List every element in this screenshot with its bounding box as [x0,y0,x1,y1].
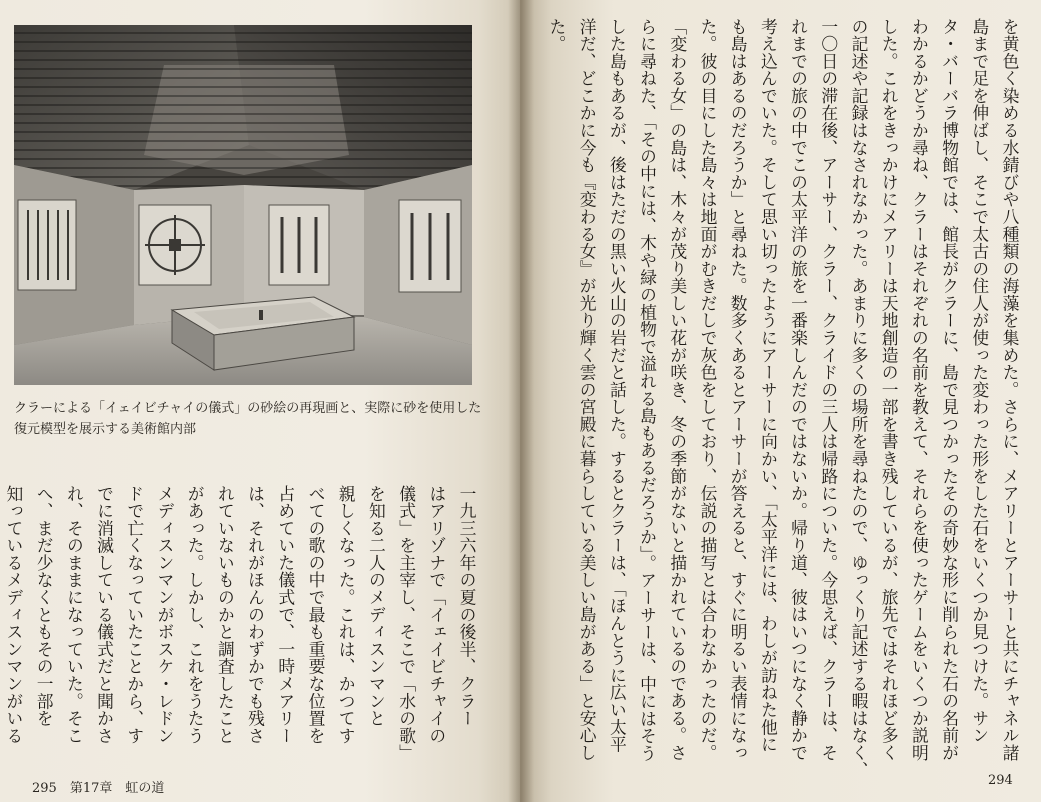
text-line: 洋だ、どこかに今も『変わる女』が光り輝く雲の宮殿に暮らしている美しい島がある」と安心し [577,18,598,762]
text-line: 考え込んでいた。そして思い切ったようにアーサーに向かい、「太平洋には、わしが訪ねた他に [758,18,779,754]
book-gutter-shadow [508,0,534,802]
text-line: 儀式」を主宰し、そこで「水の歌」 [396,485,417,762]
text-line: した島もあるが、後はただの黒い火山の岩だと話した。するとクラーは、「ほんとうに広い太平 [607,18,628,754]
text-line: ドで亡くなっていたことから、す [124,485,145,745]
text-line: 占めていた儀式で、一時メアリー [275,485,296,745]
photo-caption: クラーによる「イェイビチャイの儀式」の砂絵の再現画と、実際に砂を使用した復元模型を展示する美術館内部 [14,401,482,437]
museum-sand-painting-photo [14,25,472,385]
text-line: た。 [546,18,567,53]
text-line: れていないものかと調査したこと [215,485,236,745]
right-page [520,0,1041,802]
text-line: タ・バーバラ博物館では、館長がクラーに、島で見つかったその奇妙な形に削られた石の名前が [939,18,960,762]
text-line: べての歌の中で最も重要な位置を [305,485,326,745]
text-line: を知る二人のメディスンマンと [366,485,387,728]
text-line: はアリゾナで「イェイビチャイの [426,485,447,745]
text-line: 島まで足を伸ばし、そこで太古の住人が使った変わった形をした石をいくつか見つけた。サン [969,18,990,745]
text-line: 親しくなった。これは、かつてす [336,485,357,745]
left-body-text [3,485,482,770]
text-line: でに消滅している儀式だと聞かさ [94,485,115,745]
text-line: れ、そのままになっていた。そこ [64,485,85,745]
text-line: 「変わる女」の島は、木々が茂り美しい花が咲き、冬の季節がないと描かれているのである。さ [667,18,688,762]
right-body-text [546,18,1025,779]
text-line: があった。しかし、これをうたう [185,485,206,745]
text-line: メディスンマンがボスケ・レドン [154,485,175,745]
text-line: を黄色く染める水錆びや八種類の海藻を集めた。さらに、メアリーとアーサーと共にチャネル諸 [1000,18,1020,762]
text-line: の記述や記録はなされなかった。あまりに多くの場所を尋ねたので、ゆっくり記述する暇はなく、 [848,18,869,779]
left-page [0,0,520,802]
text-line: わかるかどうか尋ね、クラーはそれぞれの名前を教えて、それらを使ったゲームをいくつか説明 [909,18,930,762]
text-line: 一〇日の滞在後、アーサー、クラー、クライドの三人は帰路についた。今思えば、クラーは、そ [818,18,839,762]
text-line: らに尋ねた、「その中には、木や緑の植物で溢れる島もあるだろうか」。アーサーは、中にはそう [637,18,658,762]
photo-illustration [14,25,472,385]
text-line: た。彼の目にした島々は地面がむきだしで灰色をしており、伝説の描写とは合わなかったのだ。 [697,18,718,762]
page-folio-right: 294 [988,773,1013,788]
text-line: 知っているメディスンマンがいる [3,485,24,745]
page-folio-left: 295 第17章 虹の道 [32,781,165,796]
text-line: した。これをきっかけにメアリーは天地創造の一部を書き残しているが、旅先ではそれほど多く [879,18,900,762]
text-line: も島はあるのだろうか」と尋ねた。数多くあるとアーサーが答えると、すぐに明るい表情になっ [728,18,749,762]
text-line: 一九三六年の夏の後半、クラー [457,485,477,728]
text-line: へ、まだ少なくともその一部を [34,485,55,728]
text-line: は、それがほんのわずかでも残さ [245,485,266,745]
text-line: れまでの旅の中でこの太平洋の旅を一番楽しんだのではないか。帰り道、彼はいつになく静かで [788,18,809,762]
